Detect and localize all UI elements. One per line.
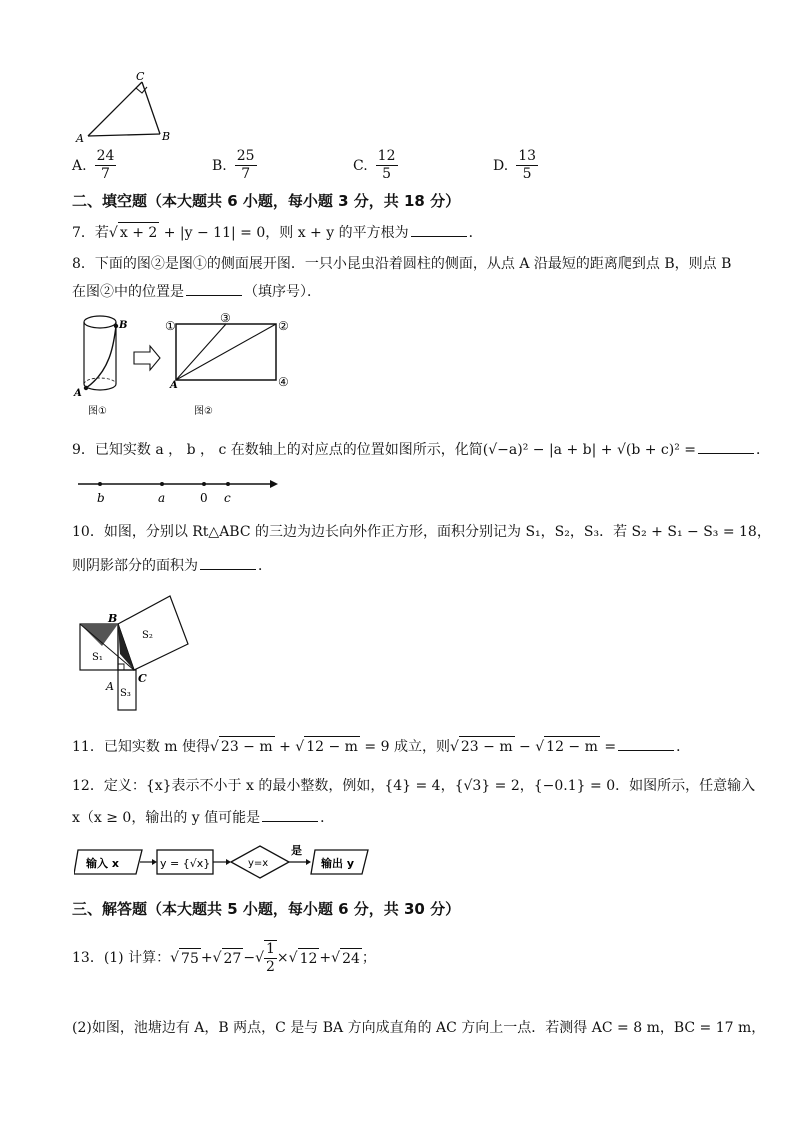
q8-answer-blank[interactable] [186,295,242,296]
side-ab [88,134,160,136]
label-a: A [76,132,84,145]
insect-path [86,326,116,388]
q11-answer-blank[interactable] [618,750,674,751]
q9-answer-blank[interactable] [698,453,754,454]
svg-text:图①: 图① [88,406,107,417]
q9-number-line [72,474,282,508]
svg-text:c: c [224,491,231,505]
svg-text:C: C [138,672,147,685]
svg-text:S₂: S₂ [142,630,153,641]
q7-text: 7．若√ x + 2 + |y − 11| = 0，则 x + y 的平方根为 ． [72,222,483,243]
cylinder-top [84,316,116,328]
q10-figure [72,584,202,714]
svg-text:①: ① [165,319,176,333]
svg-text:0: 0 [200,491,208,505]
point-c [226,482,230,486]
svg-text:③: ③ [220,311,231,325]
svg-text:④: ④ [278,375,289,389]
svg-text:y = {√x}: y = {√x} [160,857,211,870]
svg-text:B: B [108,612,118,625]
svg-text:S₁: S₁ [92,652,103,663]
svg-text:y=x: y=x [248,858,269,869]
label-c: C [136,70,145,83]
q13-part2: (2)如图，池塘边有 A，B 两点，C 是与 BA 方向成直角的 AC 方向上一点．若测得 AC = 8 m，BC = 17 m， [72,1020,766,1036]
arrow-icon [134,346,160,370]
arrow-icon [306,859,311,865]
q10-answer-blank[interactable] [200,569,256,570]
q8-figure [70,310,300,420]
q12-flowchart [74,840,374,884]
section3-title: 三、解答题（本大题共 5 小题，每小题 6 分，共 30 分） [72,900,461,918]
q8-line2: 在图②中的位置是 （填序号）． [72,284,321,300]
point-b [98,482,102,486]
q12-line1: 12．定义：{x}表示不小于 x 的最小整数，例如，{4} = 4，{√3} = 2，{−0.1} = 0．如图所示，任意输入 [72,778,756,794]
svg-text:a: a [158,491,166,505]
svg-text:S₃: S₃ [120,688,131,699]
svg-text:A: A [106,680,114,693]
q13-part1: 13．(1) 计算： √ 75 + √ 27 − √ $\frac{1}{2}$ × √ 12 + √ 24 ； [72,940,376,976]
side-ac [88,82,142,136]
option-c[interactable]: C. $\frac{12}{5}$ [353,148,396,182]
q10-line1: 10．如图，分别以 Rt△ABC 的三边为边长向外作正方形，面积分别记为 S₁，S₂，S₃．若 S₂ + S₁ − S₃ = 18， [72,524,771,540]
svg-text:b: b [97,491,105,505]
svg-text:输出 y: 输出 y [321,857,354,870]
svg-text:图②: 图② [194,406,213,417]
q6-triangle-figure [72,68,182,148]
q7-answer-blank[interactable] [411,236,467,237]
svg-text:是: 是 [291,844,302,857]
section2-title: 二、填空题（本大题共 6 小题，每小题 3 分，共 18 分） [72,192,461,210]
option-d[interactable]: D. $\frac{13}{5}$ [493,148,537,182]
q9-text: 9．已知实数 a ， b ， c 在数轴上的对应点的位置如图所示，化简(√−a)² − |a + b| + √(b + c)² = ． [72,442,771,458]
option-a[interactable]: A. $\frac{24}{7}$ [72,148,115,182]
shaded-region-1 [80,624,118,646]
svg-text:A: A [74,388,82,399]
arrow-icon [152,859,157,865]
right-angle-mark [118,664,124,670]
q12-answer-blank[interactable] [262,821,318,822]
q8-line1: 8．下面的图②是图①的侧面展开图．一只小昆虫沿着圆柱的侧面，从点 A 沿最短的距离爬到点 B，则点 B [72,256,732,272]
q11-text: 11．已知实数 m 使得√ 23 − m + √ 12 − m = 9 成立，则√ 23 − m − √ 12 − m = ． [72,736,690,757]
option-b[interactable]: B. $\frac{25}{7}$ [212,148,255,182]
q12-line2: x（x ≥ 0，输出的 y 值可能是 ． [72,810,335,826]
q10-line2: 则阴影部分的面积为 ． [72,558,272,574]
svg-text:A: A [170,380,178,391]
label-b: B [162,130,171,143]
arrow-right-icon [270,480,278,488]
svg-text:B: B [119,320,128,331]
svg-text:②: ② [278,319,289,333]
svg-text:输入 x: 输入 x [86,857,119,870]
point-o [202,482,206,486]
point-a [160,482,164,486]
